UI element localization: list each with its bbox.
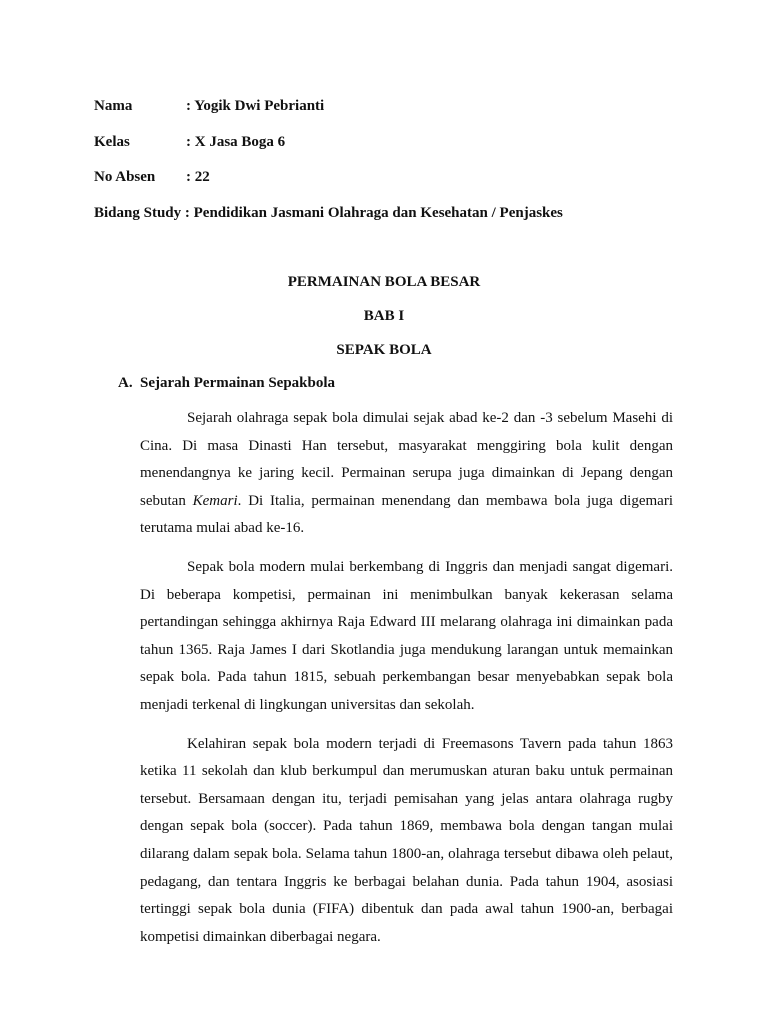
info-label-bidang-study: Bidang Study	[94, 204, 182, 221]
info-row-nama	[94, 98, 563, 134]
info-value-kelas: : X Jasa Boga 6	[186, 133, 286, 150]
topic-title: SEPAK BOLA	[336, 342, 432, 358]
paragraph-1	[140, 405, 673, 543]
paragraph-1-italic-term: Kemari	[192, 492, 238, 509]
info-value-bidang-study: : Pendidikan Jasmani Olahraga dan Kesehatan / Penjaskes	[181, 204, 563, 221]
info-row-kelas	[94, 134, 563, 170]
section-heading-text: Sejarah Permainan Sepakbola	[140, 375, 336, 391]
section-marker: A.	[118, 375, 133, 391]
main-title: PERMAINAN BOLA BESAR	[287, 274, 481, 290]
info-label-kelas: Kelas	[94, 133, 130, 150]
info-row-no-absen	[94, 169, 563, 205]
info-label-nama: Nama	[94, 98, 133, 114]
info-row-bidang-study	[94, 205, 563, 241]
info-value-no-absen: : 22	[186, 169, 210, 185]
info-value-nama: : Yogik Dwi Pebrianti	[186, 98, 325, 114]
student-info	[94, 98, 563, 240]
paragraph-1-part-a: Sejarah olahraga sepak bola dimulai sejak abad ke-2 dan -3 sebelum Masehi di Cina. Di masa Dinasti Han tersebut, masyarakat menggiring bola kulit dengan menendangnya ke jaring kecil. Permainan serupa juga dimainkan di Jepang dengan sebutan	[140, 410, 673, 509]
chapter-title: BAB I	[363, 308, 405, 324]
info-label-no-absen: No Absen	[94, 169, 156, 185]
paragraph-1-part-b: . Di Italia, permainan menendang dan membawa bola juga digemari terutama mulai abad ke-16.	[140, 492, 673, 537]
paragraph-2: Sepak bola modern mulai berkembang di Inggris dan menjadi sangat digemari. Di beberapa kompetisi, permainan ini menimbulkan banyak kekerasan selama pertandingan sehingga akhirnya Raja Edward III melarang olahraga ini dimainkan pada tahun 1365. Raja James I dari Skotlandia juga mendukung larangan untuk memainkan sepak bola. Pada tahun 1815, sebuah perkembangan besar menyebabkan sepak bola menjadi terkenal di lingkungan universitas dan sekolah.	[140, 558, 673, 713]
paragraph-3: Kelahiran sepak bola modern terjadi di Freemasons Tavern pada tahun 1863 ketika 11 sekolah dan klub berkumpul dan merumuskan aturan baku untuk permainan tersebut. Bersamaan dengan itu, terjadi pemisahan yang jelas antara olahraga rugby dengan sepak bola (soccer). Pada tahun 1869, membawa bola dengan tangan mulai dilarang dalam sepak bola. Selama tahun 1800-an, olahraga tersebut dibawa oleh pelaut, pedagang, dan tentara Inggris ke berbagai belahan dunia. Pada tahun 1904, asosiasi tertinggi sepak bola dunia (FIFA) dibentuk dan pada awal tahun 1900-an, berbagai kompetisi dimainkan diberbagai negara.	[140, 735, 673, 945]
section-heading	[118, 375, 335, 392]
body-text	[140, 405, 673, 962]
